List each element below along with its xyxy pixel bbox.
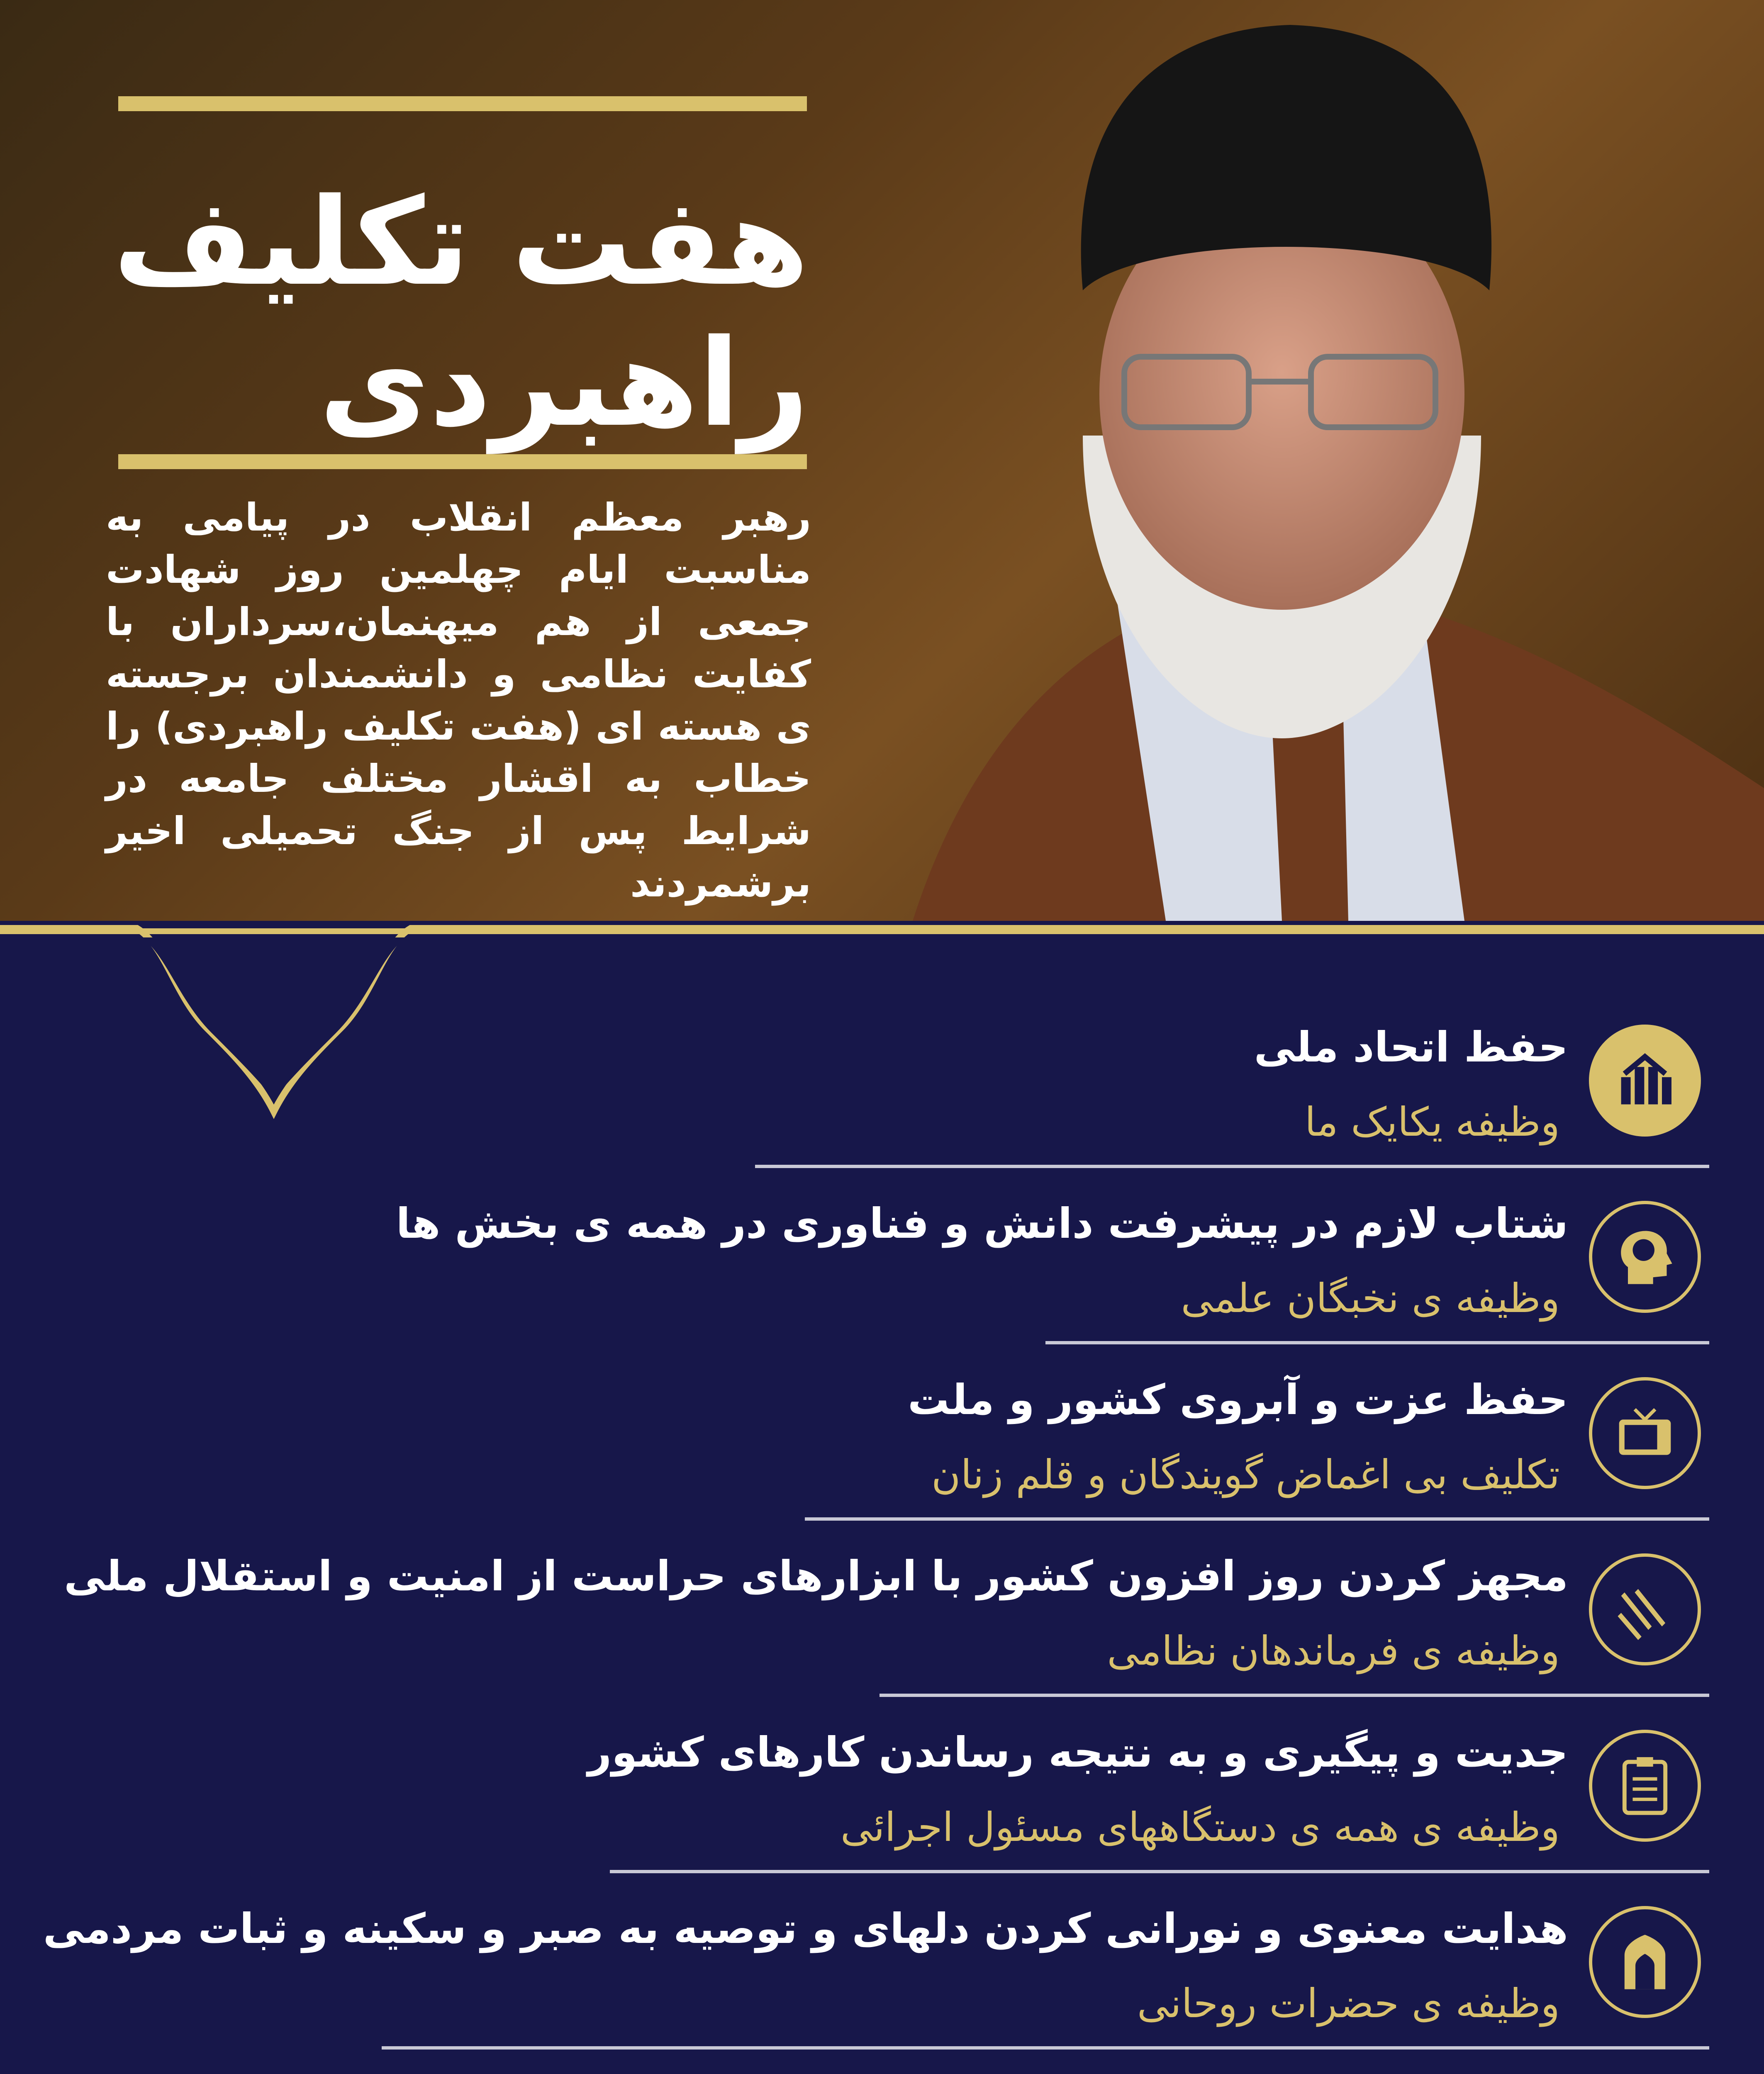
task-title: جدیت و پیگیری و به نتیجه رساندن کارهای کشور (587, 1728, 1568, 1777)
portrait-image (850, 0, 1764, 921)
top-gold-bar (118, 96, 807, 111)
row-divider (805, 1517, 1709, 1521)
row-divider (1045, 1341, 1709, 1344)
task-duty: وظیفه ی حضرات روحانی (1137, 1980, 1560, 2027)
header-photo-section (0, 0, 1764, 921)
television-icon (1589, 1377, 1701, 1489)
united-fists-icon (1589, 1025, 1701, 1137)
task-row-6 (43, 1889, 1709, 2064)
task-row-3 (50, 1361, 1709, 1535)
mihrab-icon (1589, 1906, 1701, 2018)
row-divider (880, 1694, 1709, 1697)
intro-paragraph: رهبر معظم انقلاب در پیامی به مناسبت ایام چهلمین روز شهادت جمعی از هم میهنمان،سرداران با کفایت نظامی و دانشمندان برجسته ی هسته ای (هفت تکلیف راهبردی) را خطاب به اقشار مختلف جامعه در شرایط پس از جنگ تحمیلی اخیر برشمردند (106, 495, 811, 906)
task-row-7 (50, 2066, 1709, 2074)
task-duty: وظیفه ی همه ی دستگاههای مسئول اجرائی (840, 1804, 1560, 1850)
brain-head-icon (1589, 1201, 1701, 1313)
task-title: مجهز کردن روز افزون کشور با ابزارهای حراست از امنیت و استقلال ملی (64, 1552, 1568, 1600)
bottom-gold-bar (118, 454, 807, 469)
task-row-2 (50, 1184, 1709, 1358)
task-title: هدایت معنوی و نورانی کردن دلهای و توصیه به صبر و سکینه و ثبات مردمی (43, 1904, 1568, 1953)
task-title: حفظ اتحاد ملی (1254, 1023, 1568, 1071)
task-row-5 (50, 1713, 1709, 1887)
clipboard-checklist-icon (1589, 1730, 1701, 1842)
missiles-icon (1589, 1553, 1701, 1665)
title-line-1: هفت تکلیف (113, 173, 809, 312)
task-duty: تکلیف بی اغماض گویندگان و قلم زنان (931, 1451, 1560, 1498)
task-duty: وظیفه ی نخبگان علمی (1181, 1275, 1560, 1322)
row-divider (755, 1165, 1709, 1168)
task-row-1 (50, 1008, 1709, 1182)
task-duty: وظیفه ی فرماندهان نظامی (1107, 1628, 1560, 1674)
task-row-4 (50, 1537, 1709, 1711)
task-duty: وظیفه یکایک ما (1304, 1099, 1560, 1145)
task-title: حفظ عزت و آبروی کشور و ملت (908, 1375, 1568, 1424)
row-divider (610, 1870, 1709, 1873)
task-title: شتاب لازم در پیشرفت دانش و فناوری در همه ی بخش ها (396, 1199, 1568, 1248)
title-line-2: راهبردی (319, 314, 809, 453)
row-divider (382, 2046, 1709, 2050)
